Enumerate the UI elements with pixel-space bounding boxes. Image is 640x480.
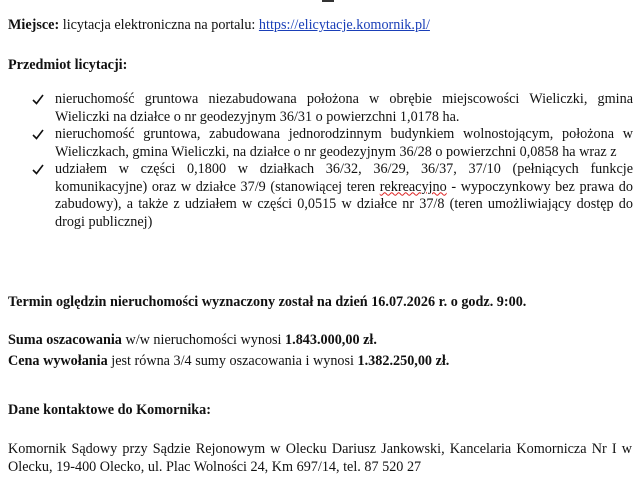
location-text: licytacja elektroniczna na portalu: <box>62 17 256 33</box>
starting-price-amount: 1.382.250,00 zł. <box>357 353 450 369</box>
checkmark-icon <box>31 126 45 143</box>
valuation-line <box>8 332 377 350</box>
starting-price-text: jest równa 3/4 sumy oszacowania i wynosi <box>111 353 354 369</box>
valuation-text: w/w nieruchomości wynosi <box>125 332 282 348</box>
cut-off-mark <box>322 0 334 2</box>
page-top-edge <box>0 0 640 8</box>
subject-heading: Przedmiot licytacji: <box>8 57 128 73</box>
valuation-amount: 1.843.000,00 zł. <box>285 332 377 348</box>
spellcheck-marked-word: rekreacyjno <box>379 178 447 195</box>
list-item-text <box>55 161 633 231</box>
checkmark-icon <box>31 161 45 178</box>
subject-list <box>0 91 640 231</box>
inspection-date-text: Termin oględzin nieruchomości wyznaczony został na dzień 16.07.2026 r. o godz. 9:00. <box>8 294 527 310</box>
list-item <box>55 161 633 231</box>
checkmark-icon <box>31 91 45 108</box>
location-label: Miejsce: <box>8 17 60 33</box>
list-item-text: nieruchomość gruntowa niezabudowana położona w obrębie miejscowości Wieliczki, gmina Wieliczki na działce o nr geodezyjnym 36/31 o powierzchni 1,0178 ha. <box>55 91 633 125</box>
valuation-label: Suma oszacowania <box>8 332 122 348</box>
list-item-text: nieruchomość gruntowa, zabudowana jednorodzinnym budynkiem wolnostojącym, położona w Wieliczkach, gmina Wieliczki, na działce o nr geodezyjnym 36/28 o powierzchni 0,0858 ha wraz z <box>55 126 633 160</box>
starting-price-line <box>8 353 449 371</box>
list-item <box>55 91 633 126</box>
starting-price-label: Cena wywołania <box>8 353 108 369</box>
auction-portal-link[interactable]: https://elicytacje.komornik.pl/ <box>258 17 430 33</box>
location-line <box>8 17 430 35</box>
list-item-text-start: udziałem w części 0,1800 w działkach 36/32, 36/29, 36/37, 37/10 (pełniących funkcje komunikacyjne) oraz w działce 37/9 (stanowiącej teren <box>55 161 633 195</box>
list-item <box>55 126 633 161</box>
contact-details: Komornik Sądowy przy Sądzie Rejonowym w Olecku Dariusz Jankowski, Kancelaria Komornicza Nr I w Olecku, 19-400 Olecko, ul. Plac Wolności 24, Km 697/14, tel. 87 520 27 <box>8 441 632 475</box>
list-item-text-end: - wypoczynkowy bez prawa do zabudowy), a także z udziałem w części 0,0515 w działce nr 37/8 (teren umożliwiający dostęp do drogi publicznej) <box>55 178 633 230</box>
contact-heading: Dane kontaktowe do Komornika: <box>8 402 211 418</box>
